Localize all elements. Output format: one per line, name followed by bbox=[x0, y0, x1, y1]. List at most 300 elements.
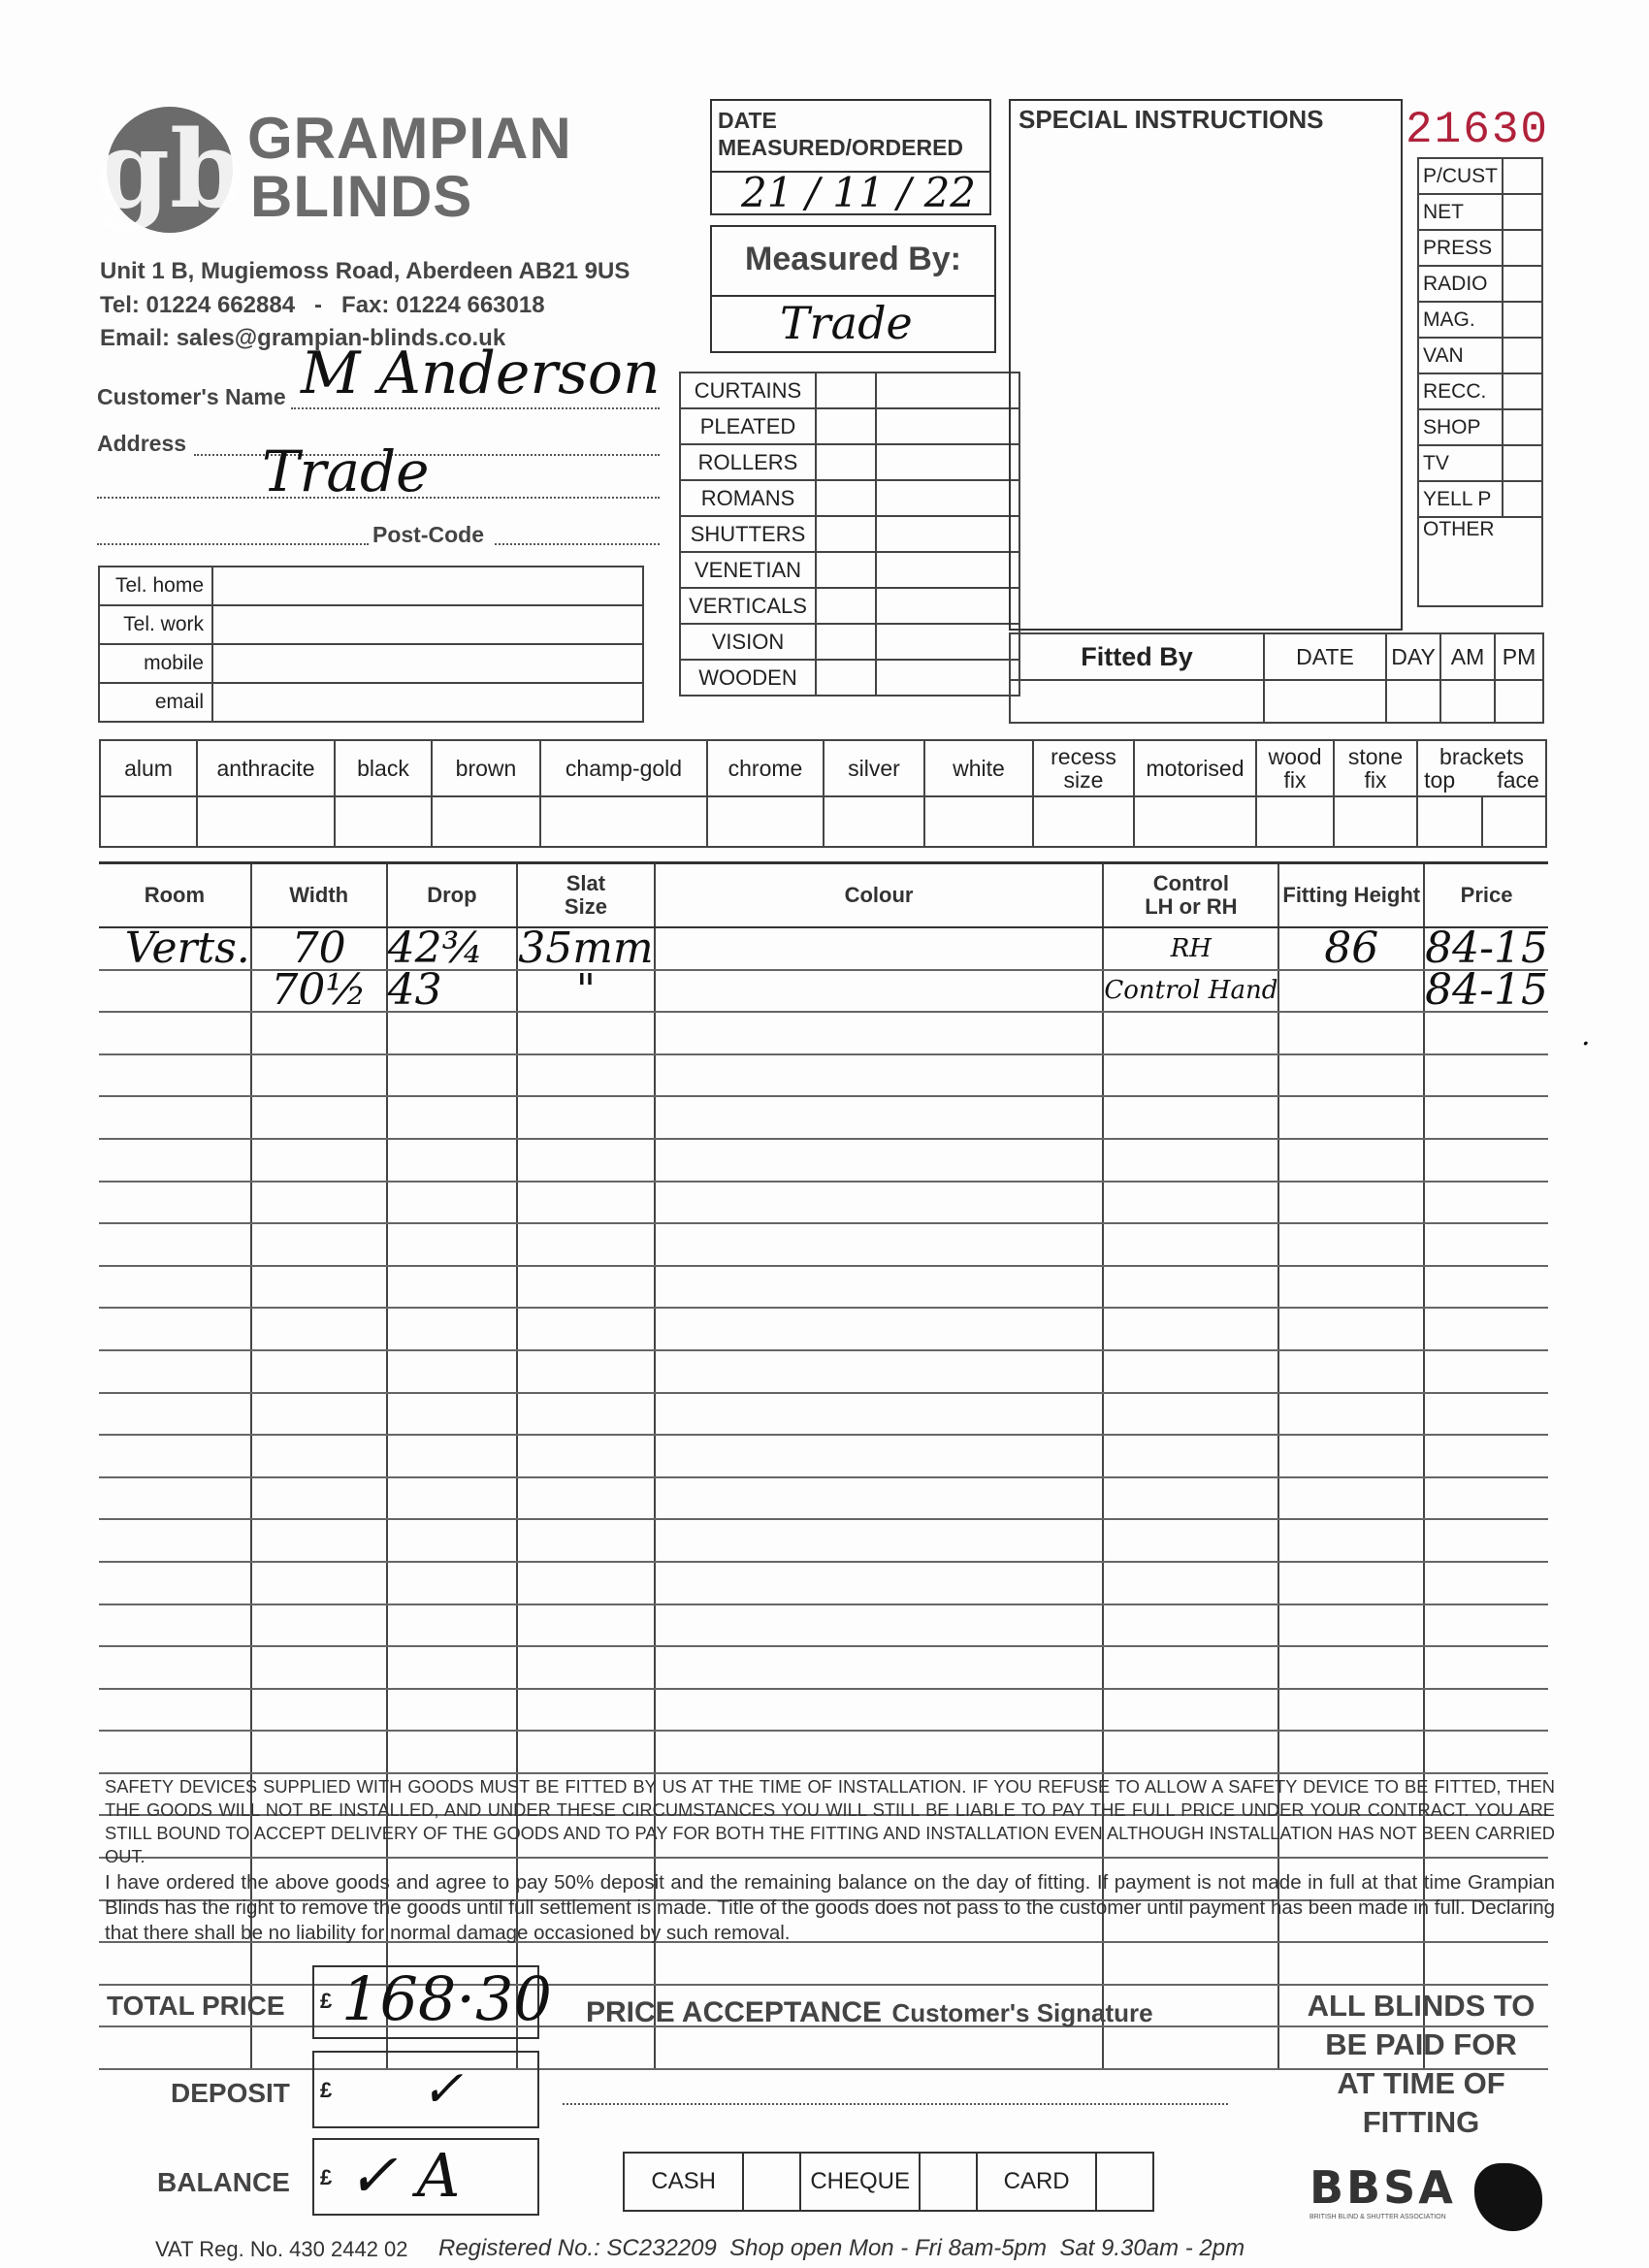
item-slat[interactable] bbox=[517, 1308, 654, 1350]
item-price[interactable] bbox=[1424, 1182, 1548, 1224]
blind-type-qty[interactable] bbox=[816, 516, 876, 552]
item-width[interactable]: 70 bbox=[251, 927, 387, 970]
item-room[interactable] bbox=[99, 1182, 251, 1224]
fitted-date-input[interactable] bbox=[1264, 680, 1386, 723]
item-room[interactable] bbox=[99, 1646, 251, 1689]
item-room[interactable] bbox=[99, 1393, 251, 1436]
item-drop[interactable] bbox=[387, 1689, 518, 1732]
blind-type-qty[interactable] bbox=[816, 552, 876, 588]
item-width[interactable] bbox=[251, 1604, 387, 1647]
fitted-by-label: Fitted By bbox=[1010, 633, 1264, 680]
blind-type-qty[interactable] bbox=[816, 408, 876, 444]
item-room[interactable] bbox=[99, 1731, 251, 1773]
item-colour[interactable] bbox=[655, 1519, 1104, 1562]
item-control[interactable] bbox=[1103, 1266, 1278, 1309]
contact-label: Tel. home bbox=[99, 567, 212, 605]
item-slat[interactable] bbox=[517, 1350, 654, 1393]
ink-stain bbox=[1474, 2163, 1542, 2231]
option-input[interactable] bbox=[1134, 796, 1256, 847]
option-input[interactable] bbox=[197, 796, 335, 847]
blind-type-notes[interactable] bbox=[876, 552, 1019, 588]
table-row bbox=[99, 1731, 1548, 1773]
item-price[interactable] bbox=[1424, 1393, 1548, 1436]
source-row bbox=[1418, 409, 1542, 445]
company-logo bbox=[97, 102, 242, 238]
item-fitting[interactable] bbox=[1278, 1223, 1424, 1266]
opt-stone-fix bbox=[1334, 740, 1417, 796]
blind-type-notes[interactable] bbox=[876, 624, 1019, 660]
item-control[interactable] bbox=[1103, 1562, 1278, 1604]
item-room[interactable] bbox=[99, 2026, 251, 2069]
item-width[interactable] bbox=[251, 1308, 387, 1350]
item-fitting[interactable] bbox=[1278, 1477, 1424, 1520]
item-drop[interactable] bbox=[387, 1731, 518, 1773]
customer-name-line bbox=[291, 407, 660, 409]
item-price[interactable] bbox=[1424, 1604, 1548, 1647]
deposit-label: DEPOSIT bbox=[171, 2078, 290, 2108]
item-drop[interactable] bbox=[387, 1182, 518, 1224]
contact-value[interactable] bbox=[212, 644, 643, 683]
address-line-2 bbox=[97, 497, 660, 499]
fitted-am-label: AM bbox=[1440, 633, 1495, 680]
item-colour[interactable] bbox=[655, 1096, 1104, 1139]
item-room[interactable] bbox=[99, 1350, 251, 1393]
special-instructions-box[interactable] bbox=[1009, 99, 1403, 631]
item-price[interactable] bbox=[1424, 1942, 1548, 1985]
fitted-date-label: DATE bbox=[1264, 633, 1386, 680]
item-slat[interactable] bbox=[517, 1223, 654, 1266]
postcode-line-left bbox=[97, 543, 369, 545]
item-control[interactable]: RH bbox=[1103, 927, 1278, 970]
option-input[interactable] bbox=[824, 796, 924, 847]
item-width[interactable] bbox=[251, 1350, 387, 1393]
item-control[interactable] bbox=[1103, 1646, 1278, 1689]
source-label: NET bbox=[1418, 194, 1503, 230]
item-colour[interactable] bbox=[655, 1182, 1104, 1224]
item-colour[interactable] bbox=[655, 1012, 1104, 1054]
opt-stone-line1: stone bbox=[1347, 744, 1404, 769]
item-price[interactable] bbox=[1424, 1266, 1548, 1309]
company-name-line2: BLINDS bbox=[250, 164, 473, 229]
notice-line: ALL BLINDS TO bbox=[1307, 1989, 1536, 2023]
blind-type-notes[interactable] bbox=[876, 480, 1019, 516]
item-slat[interactable] bbox=[517, 1646, 654, 1689]
blind-type-notes[interactable] bbox=[876, 588, 1019, 624]
option-input[interactable] bbox=[540, 796, 707, 847]
total-price-label: TOTAL PRICE bbox=[107, 1991, 285, 2021]
item-drop[interactable] bbox=[387, 1646, 518, 1689]
item-room[interactable] bbox=[99, 1266, 251, 1309]
option-input[interactable] bbox=[1256, 796, 1334, 847]
contact-value[interactable] bbox=[212, 683, 643, 722]
item-width[interactable] bbox=[251, 1477, 387, 1520]
item-fitting[interactable] bbox=[1278, 1308, 1424, 1350]
total-currency: £ bbox=[320, 1989, 333, 2013]
opt-recess-size bbox=[1033, 740, 1134, 796]
source-row bbox=[1418, 445, 1542, 481]
source-check[interactable] bbox=[1503, 230, 1542, 266]
item-slat[interactable] bbox=[517, 1266, 654, 1309]
source-row bbox=[1418, 266, 1542, 302]
item-control[interactable] bbox=[1103, 1519, 1278, 1562]
item-control[interactable] bbox=[1103, 1435, 1278, 1477]
item-room[interactable]: Verts. bbox=[99, 927, 251, 970]
item-colour[interactable] bbox=[655, 1054, 1104, 1097]
source-check[interactable] bbox=[1503, 194, 1542, 230]
total-price-value[interactable]: 168·30 bbox=[341, 1963, 552, 2034]
item-price[interactable] bbox=[1424, 1012, 1548, 1054]
item-slat[interactable] bbox=[517, 1012, 654, 1054]
payment-notice bbox=[1261, 1987, 1581, 2142]
item-slat[interactable] bbox=[517, 1689, 654, 1732]
item-drop[interactable] bbox=[387, 1350, 518, 1393]
item-price[interactable] bbox=[1424, 1139, 1548, 1182]
item-fitting[interactable] bbox=[1278, 1646, 1424, 1689]
blind-type-label: SHUTTERS bbox=[680, 516, 816, 552]
item-control[interactable] bbox=[1103, 1477, 1278, 1520]
contact-row bbox=[99, 683, 643, 722]
payment-method-label: CASH bbox=[624, 2153, 743, 2211]
total-price-box bbox=[312, 1963, 552, 2039]
col-control bbox=[1103, 864, 1278, 927]
bbsa-subtitle: BRITISH BLIND & SHUTTER ASSOCIATION bbox=[1310, 2214, 1446, 2220]
item-room[interactable] bbox=[99, 970, 251, 1013]
item-width[interactable] bbox=[251, 1266, 387, 1309]
item-colour[interactable] bbox=[655, 1477, 1104, 1520]
deposit-value[interactable]: ✓ bbox=[421, 2060, 464, 2119]
item-room[interactable] bbox=[99, 1054, 251, 1097]
item-drop[interactable] bbox=[387, 1604, 518, 1647]
item-fitting[interactable] bbox=[1278, 1435, 1424, 1477]
item-control[interactable] bbox=[1103, 1308, 1278, 1350]
item-drop[interactable]: 43 bbox=[387, 970, 518, 1013]
source-row bbox=[1418, 338, 1542, 373]
item-width[interactable] bbox=[251, 1689, 387, 1732]
blind-type-row bbox=[680, 480, 1019, 516]
item-price[interactable]: 84-15 bbox=[1425, 965, 1548, 1016]
item-slat[interactable] bbox=[517, 1477, 654, 1520]
item-drop[interactable] bbox=[387, 1266, 518, 1309]
item-width[interactable] bbox=[251, 1393, 387, 1436]
source-check[interactable] bbox=[1503, 445, 1542, 481]
item-control[interactable] bbox=[1103, 1393, 1278, 1436]
item-slat[interactable] bbox=[517, 1139, 654, 1182]
item-price[interactable] bbox=[1424, 1646, 1548, 1689]
item-price[interactable]: 84-15 bbox=[1425, 923, 1548, 973]
blind-type-notes[interactable] bbox=[876, 373, 1019, 408]
item-colour[interactable] bbox=[655, 1308, 1104, 1350]
item-colour[interactable] bbox=[655, 1266, 1104, 1309]
item-colour[interactable] bbox=[655, 1731, 1104, 1773]
item-room[interactable] bbox=[99, 1223, 251, 1266]
source-row bbox=[1418, 373, 1542, 409]
table-row bbox=[99, 1646, 1548, 1689]
item-price[interactable] bbox=[1424, 1519, 1548, 1562]
item-width[interactable] bbox=[251, 1731, 387, 1773]
customer-name-value[interactable]: M Anderson bbox=[301, 340, 661, 407]
opt-recess-line1: recess bbox=[1051, 744, 1116, 769]
item-width[interactable]: 70½ bbox=[251, 970, 387, 1013]
option-input[interactable] bbox=[924, 796, 1033, 847]
option-input[interactable] bbox=[100, 796, 197, 847]
item-fitting[interactable] bbox=[1278, 1393, 1424, 1436]
item-room[interactable] bbox=[99, 1096, 251, 1139]
opt-alum: alum bbox=[100, 740, 197, 796]
item-slat[interactable] bbox=[517, 1393, 654, 1436]
item-price[interactable] bbox=[1424, 1054, 1548, 1097]
item-fitting[interactable] bbox=[1278, 1096, 1424, 1139]
item-slat[interactable] bbox=[517, 1435, 654, 1477]
special-instructions-label: SPECIAL INSTRUCTIONS bbox=[1018, 105, 1324, 134]
item-drop[interactable] bbox=[387, 1477, 518, 1520]
source-label: YELL P bbox=[1418, 481, 1503, 517]
item-fitting[interactable] bbox=[1278, 1182, 1424, 1224]
item-control[interactable] bbox=[1103, 1096, 1278, 1139]
date-value[interactable]: 21 / 11 / 22 bbox=[741, 169, 977, 216]
deposit-box bbox=[312, 2051, 539, 2128]
item-fitting[interactable] bbox=[1278, 1012, 1424, 1054]
item-drop[interactable] bbox=[387, 1562, 518, 1604]
table-row bbox=[99, 1393, 1548, 1436]
option-input[interactable] bbox=[432, 796, 540, 847]
item-room[interactable] bbox=[99, 1435, 251, 1477]
item-fitting[interactable] bbox=[1278, 1731, 1424, 1773]
source-label: RECC. bbox=[1418, 373, 1503, 409]
item-colour[interactable] bbox=[655, 1646, 1104, 1689]
table-row bbox=[99, 1182, 1548, 1224]
item-fitting[interactable] bbox=[1278, 1519, 1424, 1562]
item-fitting[interactable] bbox=[1278, 1054, 1424, 1097]
opt-wood-line1: wood bbox=[1268, 744, 1322, 769]
option-input[interactable] bbox=[1033, 796, 1134, 847]
item-drop[interactable] bbox=[387, 1435, 518, 1477]
table-row bbox=[99, 1266, 1548, 1309]
fitted-am-input[interactable] bbox=[1440, 680, 1495, 723]
col-slat-line1: Slat bbox=[566, 871, 606, 895]
source-check[interactable] bbox=[1503, 481, 1542, 517]
item-fitting[interactable] bbox=[1278, 1562, 1424, 1604]
opt-silver: silver bbox=[824, 740, 924, 796]
item-width[interactable] bbox=[251, 1182, 387, 1224]
item-control[interactable] bbox=[1103, 1689, 1278, 1732]
item-room[interactable] bbox=[99, 1012, 251, 1054]
blind-type-label: WOODEN bbox=[680, 660, 816, 696]
item-room[interactable] bbox=[99, 1562, 251, 1604]
item-drop[interactable] bbox=[387, 1393, 518, 1436]
option-input[interactable] bbox=[335, 796, 432, 847]
item-fitting[interactable]: 86 bbox=[1278, 927, 1424, 970]
blind-type-label: VISION bbox=[680, 624, 816, 660]
source-row bbox=[1418, 481, 1542, 517]
item-control[interactable] bbox=[1103, 1731, 1278, 1773]
blind-type-label: VERTICALS bbox=[680, 588, 816, 624]
item-width[interactable] bbox=[251, 1012, 387, 1054]
item-control[interactable] bbox=[1103, 1942, 1278, 1985]
source-check[interactable] bbox=[1503, 373, 1542, 409]
item-control[interactable] bbox=[1103, 1604, 1278, 1647]
item-colour[interactable] bbox=[655, 927, 1104, 970]
item-fitting[interactable] bbox=[1278, 1350, 1424, 1393]
fitted-day-input[interactable] bbox=[1386, 680, 1440, 723]
item-width[interactable] bbox=[251, 1139, 387, 1182]
item-slat[interactable]: " bbox=[517, 970, 654, 1013]
measured-by-value[interactable]: Trade bbox=[780, 297, 913, 349]
item-slat[interactable] bbox=[517, 1054, 654, 1097]
item-slat[interactable] bbox=[517, 1182, 654, 1224]
item-fitting[interactable] bbox=[1278, 1266, 1424, 1309]
contact-value[interactable] bbox=[212, 605, 643, 644]
item-fitting[interactable] bbox=[1278, 1139, 1424, 1182]
fitted-by-input[interactable] bbox=[1010, 680, 1264, 723]
item-colour[interactable] bbox=[655, 1942, 1104, 1985]
source-check[interactable] bbox=[1503, 302, 1542, 338]
opt-brackets-top: top bbox=[1424, 767, 1456, 793]
blind-type-qty[interactable] bbox=[816, 444, 876, 480]
item-drop[interactable] bbox=[387, 1054, 518, 1097]
item-fitting[interactable] bbox=[1278, 1942, 1424, 1985]
balance-value[interactable]: ✓ A bbox=[347, 2140, 461, 2211]
option-input[interactable] bbox=[1417, 796, 1482, 847]
item-room[interactable] bbox=[99, 1604, 251, 1647]
item-price[interactable] bbox=[1424, 1308, 1548, 1350]
item-control[interactable] bbox=[1103, 1223, 1278, 1266]
item-colour[interactable] bbox=[655, 1223, 1104, 1266]
source-check[interactable] bbox=[1503, 266, 1542, 302]
item-colour[interactable] bbox=[655, 2026, 1104, 2069]
item-control[interactable] bbox=[1103, 1182, 1278, 1224]
postcode-line-right[interactable] bbox=[495, 543, 660, 545]
customer-address-value[interactable]: Trade bbox=[262, 438, 430, 504]
payment-method-check[interactable] bbox=[743, 2153, 800, 2211]
blind-type-qty[interactable] bbox=[816, 373, 876, 408]
contact-row bbox=[99, 644, 643, 683]
option-input[interactable] bbox=[1482, 796, 1547, 847]
source-label: P/CUST bbox=[1418, 158, 1503, 194]
blind-types-table bbox=[679, 372, 1020, 697]
item-room[interactable] bbox=[99, 1689, 251, 1732]
table-row bbox=[99, 1519, 1548, 1562]
item-drop[interactable] bbox=[387, 1519, 518, 1562]
payment-method-check[interactable] bbox=[1096, 2153, 1153, 2211]
source-check[interactable] bbox=[1503, 158, 1542, 194]
item-fitting[interactable] bbox=[1278, 1604, 1424, 1647]
item-slat[interactable] bbox=[517, 1562, 654, 1604]
blind-type-row bbox=[680, 373, 1019, 408]
company-address: Unit 1 B, Mugiemoss Road, Aberdeen AB21 9US bbox=[100, 258, 630, 284]
item-control[interactable] bbox=[1103, 1139, 1278, 1182]
item-colour[interactable] bbox=[655, 1689, 1104, 1732]
blind-type-qty[interactable] bbox=[816, 624, 876, 660]
payment-method-check[interactable] bbox=[920, 2153, 977, 2211]
item-price[interactable] bbox=[1424, 1350, 1548, 1393]
source-table bbox=[1417, 157, 1543, 607]
item-slat[interactable] bbox=[517, 1519, 654, 1562]
item-drop[interactable] bbox=[387, 1223, 518, 1266]
item-room[interactable] bbox=[99, 1477, 251, 1520]
option-input[interactable] bbox=[1334, 796, 1417, 847]
blind-type-notes[interactable] bbox=[876, 444, 1019, 480]
item-slat[interactable] bbox=[517, 1096, 654, 1139]
item-price[interactable] bbox=[1424, 1223, 1548, 1266]
item-control[interactable] bbox=[1103, 2026, 1278, 2069]
item-fitting[interactable] bbox=[1278, 1689, 1424, 1732]
item-colour[interactable] bbox=[655, 1139, 1104, 1182]
blind-type-qty[interactable] bbox=[816, 660, 876, 696]
item-room[interactable] bbox=[99, 1139, 251, 1182]
date-label: DATE MEASURED/ORDERED bbox=[718, 108, 964, 160]
blind-type-qty[interactable] bbox=[816, 480, 876, 516]
blind-type-notes[interactable] bbox=[876, 516, 1019, 552]
blind-type-row bbox=[680, 408, 1019, 444]
item-slat[interactable] bbox=[517, 1731, 654, 1773]
item-drop[interactable] bbox=[387, 1096, 518, 1139]
fitted-by-table bbox=[1009, 632, 1544, 724]
item-width[interactable] bbox=[251, 1096, 387, 1139]
items-side-dot: . bbox=[1581, 1019, 1591, 1053]
item-slat[interactable]: 35mm bbox=[518, 923, 654, 973]
fitted-pm-input[interactable] bbox=[1495, 680, 1543, 723]
item-width[interactable] bbox=[251, 1646, 387, 1689]
item-width[interactable] bbox=[251, 1519, 387, 1562]
source-check[interactable] bbox=[1503, 409, 1542, 445]
item-drop[interactable] bbox=[387, 1139, 518, 1182]
item-fitting[interactable] bbox=[1278, 970, 1424, 1013]
item-room[interactable] bbox=[99, 1308, 251, 1350]
item-price[interactable] bbox=[1424, 1689, 1548, 1732]
item-colour[interactable] bbox=[655, 1393, 1104, 1436]
item-colour[interactable] bbox=[655, 1435, 1104, 1477]
item-drop[interactable] bbox=[387, 1012, 518, 1054]
item-width[interactable] bbox=[251, 1223, 387, 1266]
item-drop[interactable] bbox=[387, 1308, 518, 1350]
item-width[interactable] bbox=[251, 1562, 387, 1604]
blind-type-qty[interactable] bbox=[816, 588, 876, 624]
item-colour[interactable] bbox=[655, 1604, 1104, 1647]
item-slat[interactable] bbox=[517, 1604, 654, 1647]
company-phones: Tel: 01224 662884 - Fax: 01224 663018 bbox=[100, 292, 545, 318]
blind-type-label: ROMANS bbox=[680, 480, 816, 516]
blind-type-notes[interactable] bbox=[876, 660, 1019, 696]
item-control[interactable] bbox=[1103, 1012, 1278, 1054]
item-price[interactable] bbox=[1424, 1477, 1548, 1520]
blind-type-row bbox=[680, 516, 1019, 552]
item-price[interactable] bbox=[1424, 1435, 1548, 1477]
item-price[interactable] bbox=[1424, 1731, 1548, 1773]
blind-type-notes[interactable] bbox=[876, 408, 1019, 444]
date-box bbox=[710, 99, 991, 215]
item-room[interactable] bbox=[99, 1519, 251, 1562]
measured-by-label: Measured By: bbox=[745, 241, 961, 277]
fitted-day-label: DAY bbox=[1386, 633, 1440, 680]
item-control[interactable] bbox=[1103, 1054, 1278, 1097]
contact-value[interactable] bbox=[212, 567, 643, 605]
customer-name-label: Customer's Name bbox=[97, 384, 286, 409]
option-input[interactable] bbox=[707, 796, 824, 847]
signature-line[interactable] bbox=[563, 2103, 1228, 2105]
item-colour[interactable] bbox=[655, 1350, 1104, 1393]
item-width[interactable] bbox=[251, 1435, 387, 1477]
item-width[interactable] bbox=[251, 1054, 387, 1097]
item-colour[interactable] bbox=[655, 1562, 1104, 1604]
item-price[interactable] bbox=[1424, 1096, 1548, 1139]
item-control[interactable]: Control Hand bbox=[1103, 970, 1278, 1013]
item-price[interactable] bbox=[1424, 1562, 1548, 1604]
item-room[interactable] bbox=[99, 1942, 251, 1985]
item-colour[interactable] bbox=[655, 970, 1104, 1013]
source-check[interactable] bbox=[1503, 338, 1542, 373]
item-drop[interactable]: 42¾ bbox=[387, 927, 518, 970]
item-control[interactable] bbox=[1103, 1350, 1278, 1393]
